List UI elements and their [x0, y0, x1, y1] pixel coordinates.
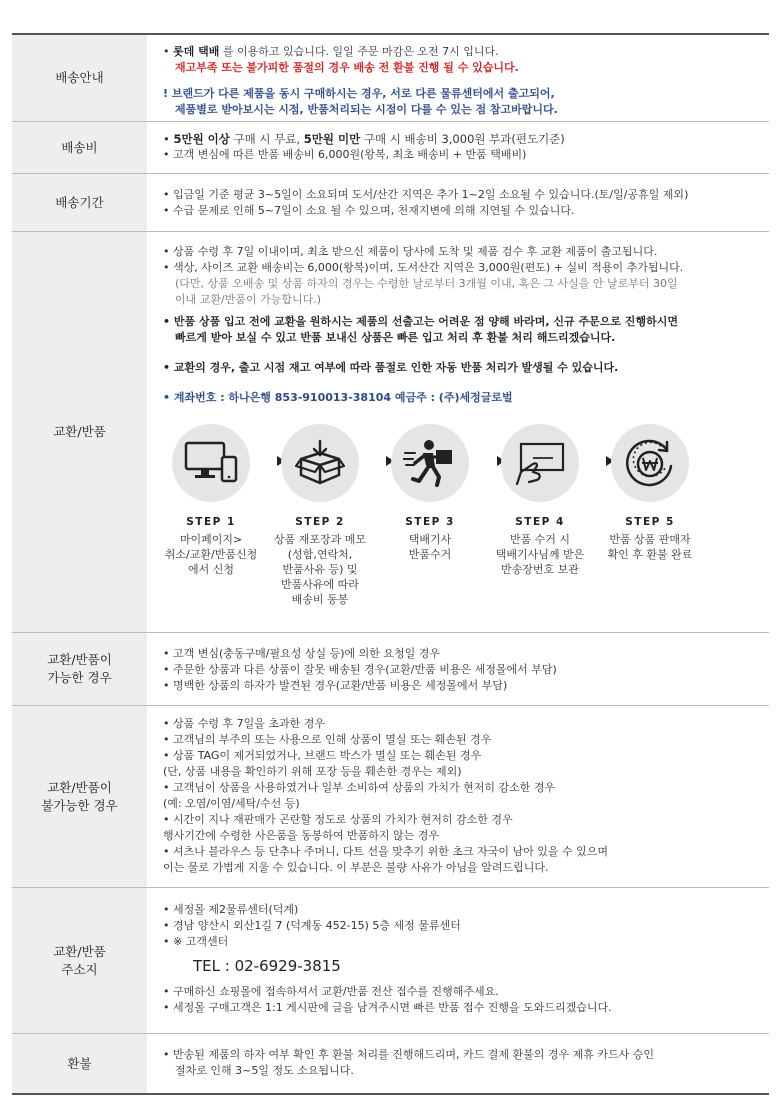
period-line-1: • 입금일 기준 평균 3~5일이 소요되며 도서/산간 지역은 추가 1~2일 소요될 수 있습니다.(토/일/공휴일 제외) [163, 188, 689, 201]
return-steps [163, 424, 761, 624]
step-5 [590, 424, 710, 562]
step-desc: 마이페이지> 취소/교환/반품신청 에서 신청 [164, 533, 258, 576]
box-icon [295, 439, 345, 487]
step-1 [151, 424, 271, 577]
exchange-line-3: (다만, 상품 오배송 및 상품 하자의 경우는 수령한 날로부터 3개월 이내, 혹은 그 사실을 안 날로부터 30일 [175, 277, 678, 290]
row-shipping-period [12, 174, 769, 232]
impossible-line: • 상품 TAG이 제거되었거나, 브랜드 박스가 멸실 또는 훼손된 경우 [163, 749, 482, 762]
impossible-line: 이는 물로 가볍게 지울 수 있습니다. 이 부분은 불량 사유가 아님을 알려드립니다. [163, 861, 549, 874]
impossible-line: • 고객님이 상품을 사용하였거나 일부 소비하여 상품의 가치가 현저히 감소한 경우 [163, 781, 556, 794]
fee-line-2: • 고객 변심에 따른 반품 배송비 6,000원(왕복, 최초 배송비 + 반품 택배비) [163, 148, 527, 161]
shipping-notice-1: ! 브랜드가 다른 제품을 동시 구매하시는 경우, 서로 다른 물류센터에서 출고되어, [163, 87, 555, 100]
shipping-info-table [12, 33, 769, 1095]
address-line-1: • 세정몰 제2물류센터(덕계) [163, 903, 299, 916]
bank-account: • 계좌번호 : 하나은행 853-910013-38104 예금주 : (주)세정글로벌 [163, 391, 513, 404]
impossible-line: • 상품 수령 후 7일을 초과한 경우 [163, 717, 325, 730]
step-title: STEP 5 [625, 516, 675, 528]
refund-line-2: 절차로 인해 3~5일 정도 소요됩니다. [175, 1064, 354, 1077]
row-return-possible [12, 633, 769, 706]
won-refund-icon [623, 436, 677, 490]
fee-line-1: • 5만원 이상 구매 시 무료, 5만원 미만 구매 시 배송비 3,000원 부과(편도기준) [163, 132, 565, 146]
shipping-warning: 재고부족 또는 불가피한 품절의 경우 배송 전 환불 진행 될 수 있습니다. [175, 61, 519, 74]
impossible-line: 행사기간에 수령한 사은품을 동봉하여 반품하지 않는 경우 [163, 829, 440, 842]
shipping-notice-2: 제품별로 받아보시는 시점, 반품처리되는 시점이 다를 수 있는 점 참고바랍니다. [175, 103, 558, 116]
address-line-4: • 구매하신 쇼핑몰에 접속하셔서 교환/반품 전산 접수를 진행해주세요. [163, 985, 499, 998]
step-title: STEP 3 [405, 516, 455, 528]
exchange-line-5: • 반품 상품 입고 전에 교환을 원하시는 제품의 선출고는 어려운 점 양해 바라며, 신규 주문으로 진행하시면 [163, 315, 678, 328]
impossible-line: • 시간이 지나 재판매가 곤란할 정도로 상품의 가치가 현저히 감소한 경우 [163, 813, 513, 826]
row-label: 교환/반품 주소지 [12, 888, 147, 1033]
customer-center-phone: TEL : 02-6929-3815 [193, 957, 341, 975]
row-label: 교환/반품 [12, 232, 147, 632]
step-desc: 상품 재포장과 메모 (성함,연락처, 반품사유 등) 및 반품사유에 따라 배송비 동봉 [273, 533, 366, 606]
row-label: 환불 [12, 1034, 147, 1093]
receipt-icon [513, 440, 567, 486]
step-desc: 반품 수거 시 택배기사님께 받은 반송장번호 보관 [495, 533, 585, 576]
row-label: 배송비 [12, 122, 147, 173]
row-label: 교환/반품이 불가능한 경우 [12, 706, 147, 887]
row-return-impossible [12, 706, 769, 888]
exchange-line-2: • 색상, 사이즈 교환 배송비는 6,000(왕복)이며, 도서산간 지역은 3,000원(편도) + 실비 적용이 추가됩니다. [163, 261, 684, 274]
row-exchange-return [12, 232, 769, 633]
step-4 [480, 424, 600, 577]
shipping-line-courier: • 롯데 택배 를 이용하고 있습니다. 일일 주문 마감은 오전 7시 입니다. [163, 45, 499, 58]
refund-line-1: • 반송된 제품의 하자 여부 확인 후 환불 처리를 진행해드리며, 카드 결제 환불의 경우 제휴 카드사 승인 [163, 1048, 654, 1061]
step-2 [260, 424, 380, 607]
exchange-line-4: 이내 교환/반품이 가능합니다.) [175, 293, 321, 306]
address-line-5: • 세정몰 구매고객은 1:1 게시판에 글을 남겨주시면 빠른 반품 접수 진행을 도와드리겠습니다. [163, 1001, 612, 1014]
exchange-line-6: 빠르게 받아 보실 수 있고 반품 보내신 상품은 빠른 입고 처리 후 환불 처리 해드리겠습니다. [175, 331, 616, 344]
courier-name: 롯데 택배 [173, 45, 220, 58]
exchange-line-7: • 교환의 경우, 출고 시점 재고 여부에 따라 품절로 인한 자동 반품 처리가 발생될 수 있습니다. [163, 361, 619, 374]
delivery-man-icon [403, 437, 457, 489]
row-shipping-fee [12, 122, 769, 174]
step-desc: 반품 상품 판매자 확인 후 환불 완료 [607, 533, 693, 561]
step-title: STEP 4 [515, 516, 565, 528]
row-refund [12, 1034, 769, 1093]
step-desc: 택배기사 반품수거 [408, 533, 452, 561]
period-line-2: • 수급 문제로 인해 5~7일이 소요 될 수 있으며, 천재지변에 의해 지연될 수 있습니다. [163, 204, 575, 217]
possible-line-1: • 고객 변심(충동구매/필요성 상실 등)에 의한 요청일 경우 [163, 647, 441, 660]
possible-line-3: • 명백한 상품의 하자가 발견된 경우(교환/반품 비용은 세정몰에서 부담) [163, 679, 508, 692]
row-label: 배송안내 [12, 35, 147, 121]
row-label: 배송기간 [12, 174, 147, 231]
row-shipping-guide [12, 35, 769, 122]
step-title: STEP 1 [186, 516, 236, 528]
row-return-address [12, 888, 769, 1034]
impossible-line: (단, 상품 내용을 확인하기 위해 포장 등을 훼손한 경우는 제외) [163, 765, 462, 778]
computer-icon [184, 441, 238, 485]
step-3 [370, 424, 490, 562]
row-label: 교환/반품이 가능한 경우 [12, 633, 147, 705]
impossible-line: • 고객님의 부주의 또는 사용으로 인해 상품이 멸실 또는 훼손된 경우 [163, 733, 492, 746]
address-line-3: • ※ 고객센터 [163, 935, 229, 948]
possible-line-2: • 주문한 상품과 다른 상품이 잘못 배송된 경우(교환/반품 비용은 세정몰에서 부담) [163, 663, 557, 676]
address-line-2: • 경남 양산시 외산1길 7 (덕계동 452-15) 5층 세정 물류센터 [163, 919, 461, 932]
impossible-line: • 셔츠나 블라우스 등 단추나 주머니, 다트 선을 맞추기 위한 초크 자국이 남아 있을 수 있으며 [163, 845, 608, 858]
exchange-line-1: • 상품 수령 후 7일 이내이며, 최초 받으신 제품이 당사에 도착 및 제품 검수 후 교환 제품이 출고됩니다. [163, 245, 658, 258]
step-title: STEP 2 [295, 516, 345, 528]
impossible-line: (예: 오염/이염/세탁/수선 등) [163, 797, 300, 810]
